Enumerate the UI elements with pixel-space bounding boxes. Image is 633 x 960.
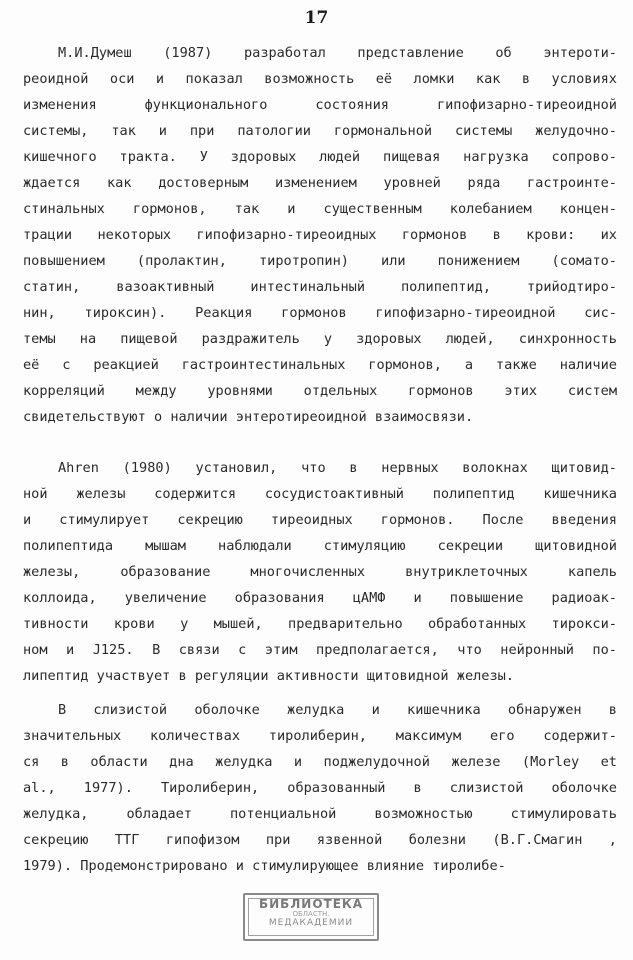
text-line: липептид участвует в регуляции активности щитовидной железы.: [23, 668, 515, 684]
text-line: и стимулирует секрецию тиреоидных гормонов. После введения: [23, 512, 617, 528]
text-line: её с реакцией гастроинтестинальных гормонов, а также наличие: [23, 357, 617, 373]
library-stamp: [243, 893, 379, 941]
stamp-text: ОБЛАСТН.: [292, 910, 330, 918]
text-line: значительных количествах тиролиберин, максимум его содержит-: [23, 728, 617, 744]
text-line: кишечного тракта. У здоровых людей пищевая нагрузка сопрово-: [23, 149, 617, 165]
text-line: темы на пищевой раздражитель у здоровых людей, синхронность: [23, 331, 617, 347]
text-line: желудка, обладает потенциальной возможностью стимулировать: [23, 806, 617, 822]
text-line: статин, вазоактивный интестинальный полипептид, трийодтиро-: [23, 279, 617, 295]
text-line: повышением (пролактин, тиротропин) или понижением (сомато-: [23, 253, 617, 269]
text-line: тивности крови у мышей, предварительно обработанных тирокси-: [23, 616, 617, 632]
page-number: 17: [304, 8, 329, 28]
text-line: al., 1977). Тиролиберин, образованный в слизистой оболочке: [23, 780, 617, 796]
text-line: Ahren (1980) установил, что в нервных волокнах щитовид-: [58, 460, 617, 476]
text-line: коллоида, увеличение образования цАМФ и повышение радиоак-: [23, 590, 617, 606]
text-line: полипептида мышам наблюдали стимуляцию секреции щитовидной: [23, 538, 617, 554]
text-line: корреляций между уровнями отдельных гормонов этих систем: [23, 383, 617, 399]
stamp-text: БИБЛИОТЕКА: [258, 897, 364, 911]
text-line: нин, тироксин). Реакция гормонов гипофизарно-тиреоидной сис-: [23, 305, 617, 321]
text-line: ся в области дна желудка и поджелудочной железе (Morley et: [23, 754, 617, 770]
text-line: ждается как достоверным изменением уровней ряда гастроинте-: [23, 175, 617, 191]
text-line: трации некоторых гипофизарно-тиреоидных гормонов в крови: их: [23, 227, 617, 243]
text-line: железы, образование многочисленных внутриклеточных капель: [23, 564, 617, 580]
text-line: ной железы содержится сосудистоактивный полипептид кишечника: [23, 486, 617, 502]
text-line: системы, так и при патологии гормональной системы желудочно-: [23, 123, 617, 139]
text-line: М.И.Думеш (1987) разработал представление об энтероти-: [58, 45, 617, 61]
text-line: изменения функционального состояния гипофизарно-тиреоидной: [23, 97, 617, 113]
text-line: ном и J125. В связи с этим предполагается, что нейронный по-: [23, 642, 617, 658]
text-line: 1979). Продемонстрировано и стимулирующее влияние тиролибе-: [23, 858, 506, 874]
text-line: реоидной оси и показал возможность её ломки как в условиях: [23, 71, 617, 87]
text-line: секрецию ТТГ гипофизом при язвенной болезни (В.Г.Смагин ,: [23, 832, 617, 848]
text-line: В слизистой оболочке желудка и кишечника обнаружен в: [58, 702, 617, 718]
text-line: стинальных гормонов, так и существенным колебанием концен-: [23, 201, 617, 217]
stamp-text: МЕДАКАДЕМИИ: [268, 918, 354, 928]
text-line: свидетельствуют о наличии энтеротиреоидной взаимосвязи.: [23, 409, 474, 425]
